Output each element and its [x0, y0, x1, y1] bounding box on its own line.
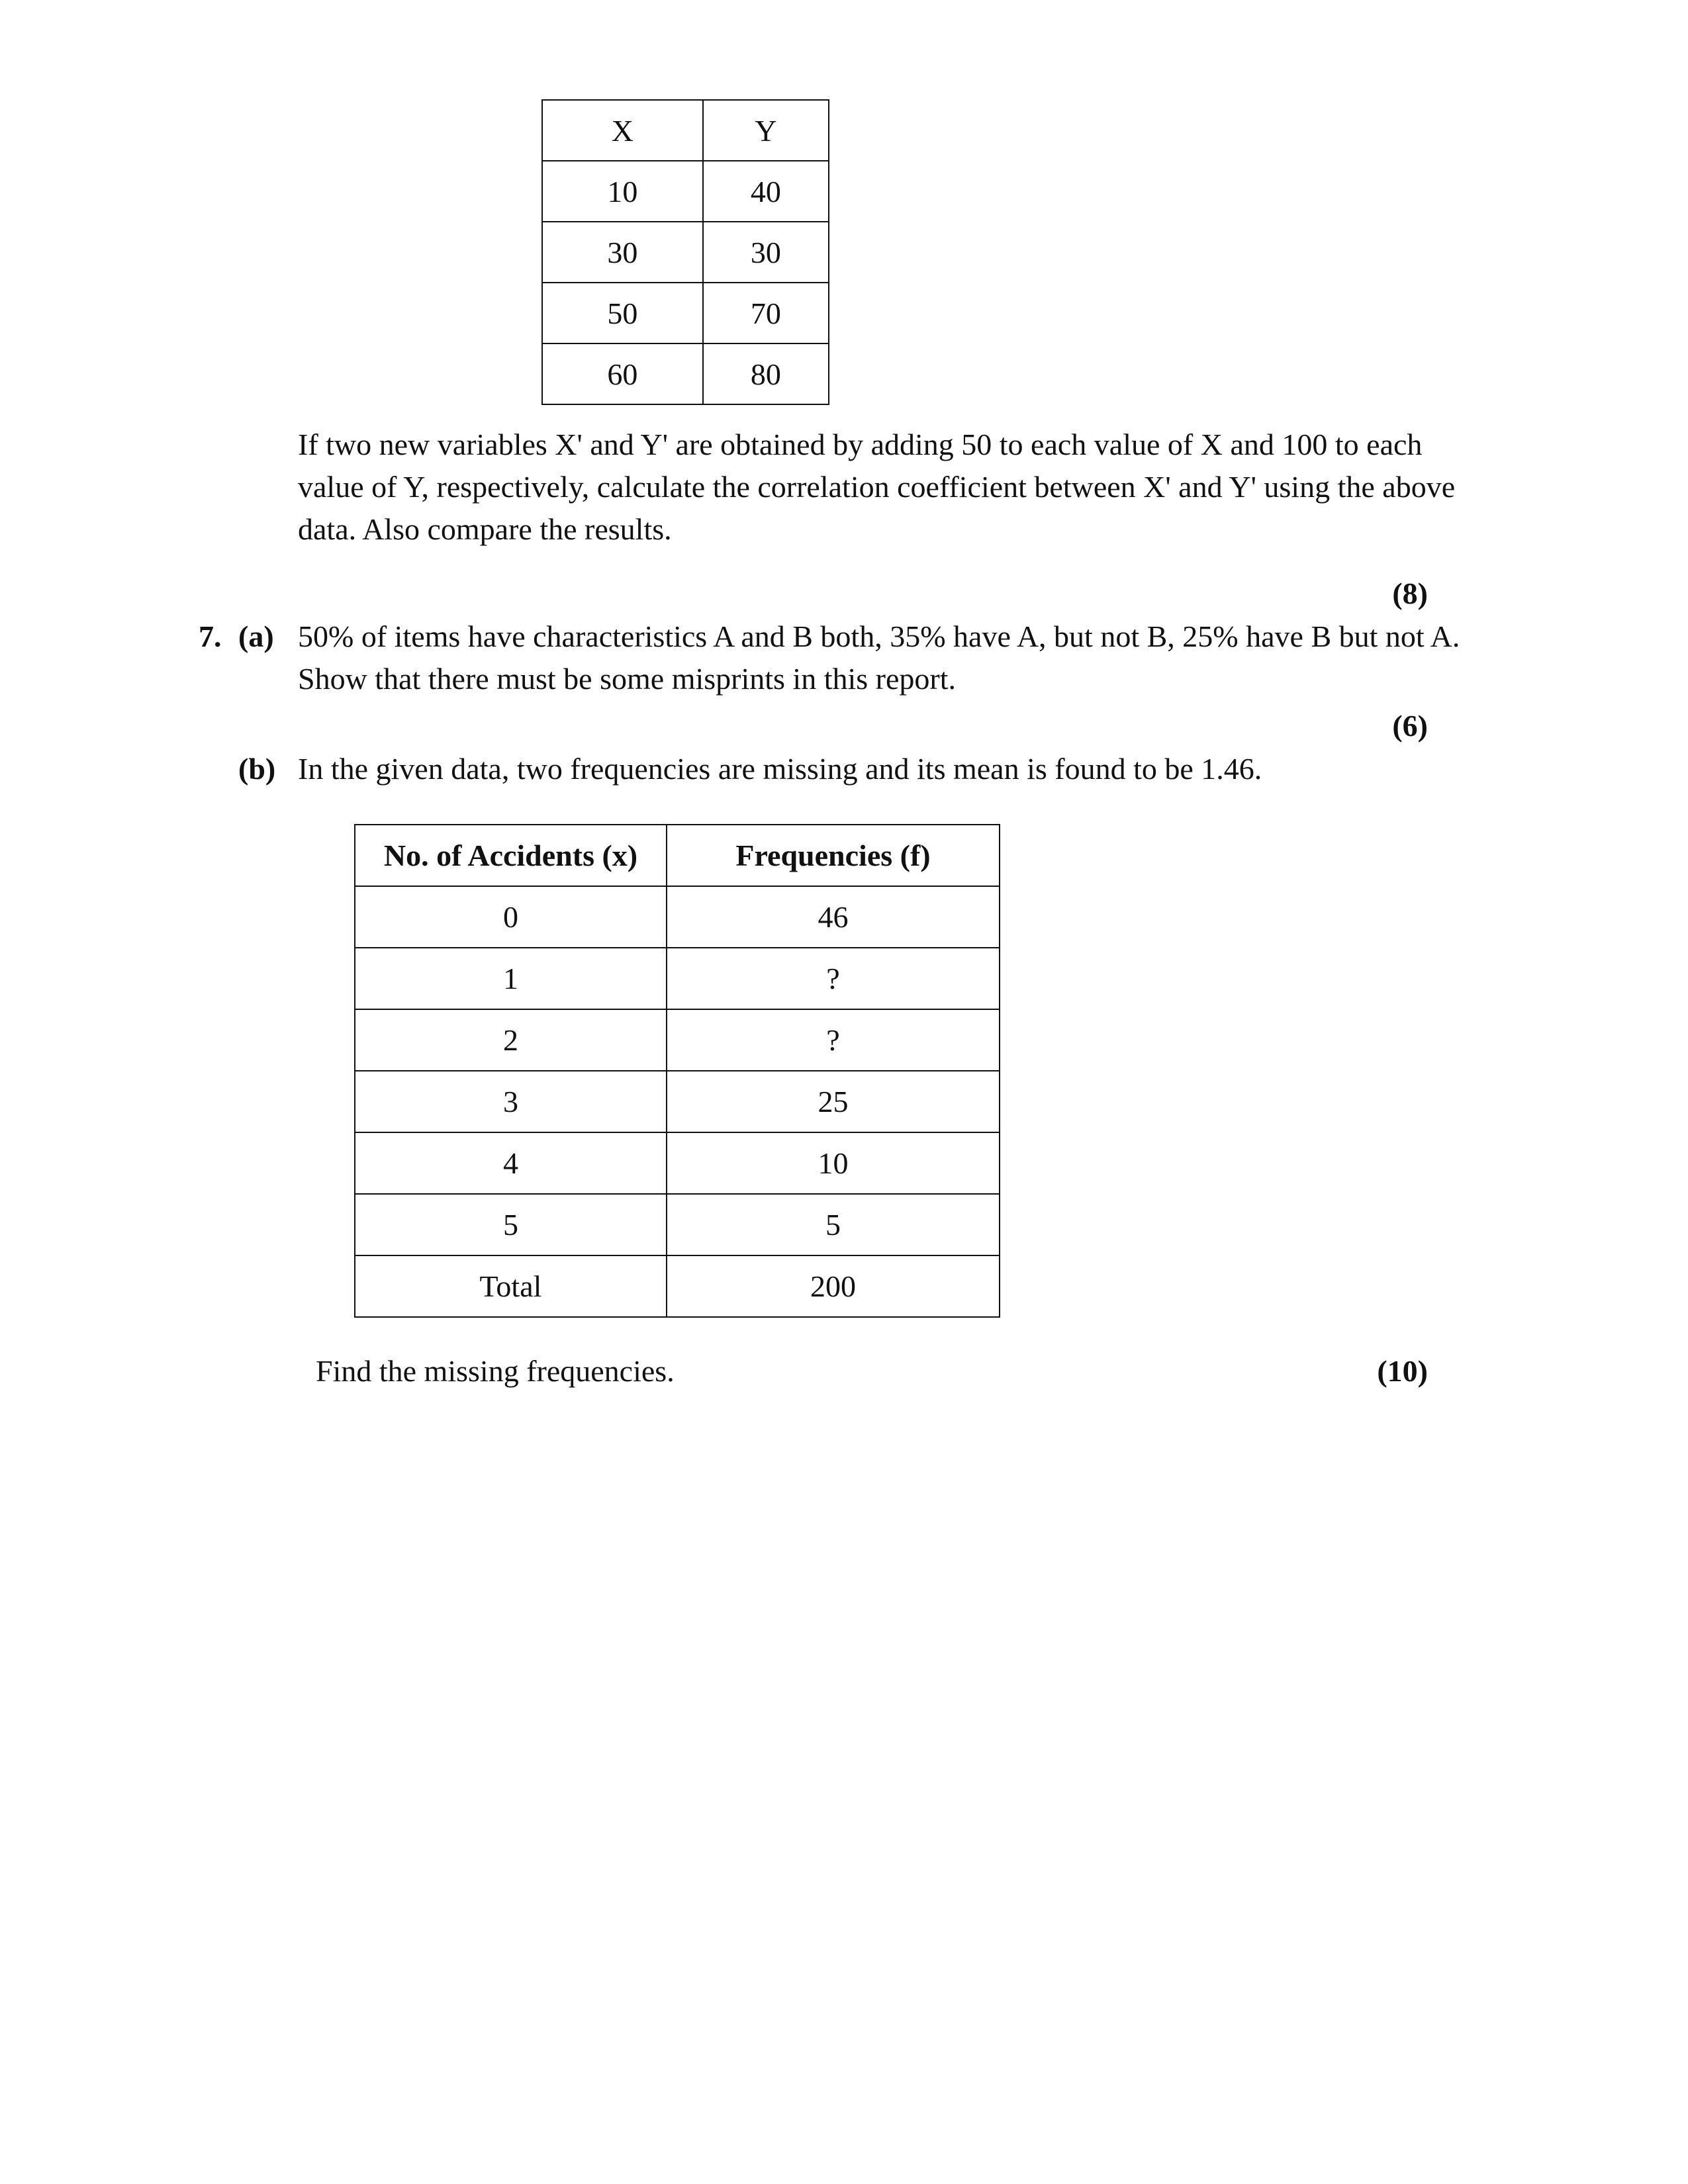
x-cell: 60 — [542, 343, 703, 404]
frequency-cell: 46 — [667, 886, 1000, 948]
question-6-marks: (8) — [1392, 576, 1428, 610]
y-cell: 80 — [703, 343, 829, 404]
frequency-cell: 25 — [667, 1071, 1000, 1132]
table-row — [355, 948, 1000, 1009]
header-frequencies: Frequencies (f) — [667, 825, 1000, 886]
y-cell: 40 — [703, 161, 829, 222]
table-row — [355, 886, 1000, 948]
accidents-cell: 1 — [355, 948, 667, 1009]
table-header-row — [355, 825, 1000, 886]
accidents-cell: 4 — [355, 1132, 667, 1194]
frequency-cell: ? — [667, 1009, 1000, 1071]
x-cell: 10 — [542, 161, 703, 222]
question-7a-marks: (6) — [1392, 709, 1428, 743]
question-7a-text: 50% of items have characteristics A and B both, 35% have A, but not B, 25% have B but not A. Show that there must be some misprints in this report. — [298, 619, 1460, 696]
y-cell: 30 — [703, 222, 829, 283]
y-cell: 70 — [703, 283, 829, 343]
frequency-cell: 5 — [667, 1194, 1000, 1255]
table-row — [355, 1132, 1000, 1194]
question-7b-label: (b) — [238, 752, 276, 786]
total-value-cell: 200 — [667, 1255, 1000, 1317]
total-label-cell: Total — [355, 1255, 667, 1317]
question-7b-text: In the given data, two frequencies are missing and its mean is found to be 1.46. — [298, 752, 1262, 786]
x-cell: 30 — [542, 222, 703, 283]
accidents-cell: 3 — [355, 1071, 667, 1132]
frequency-cell: 10 — [667, 1132, 1000, 1194]
question-7b-instruction: Find the missing frequencies. — [316, 1354, 675, 1388]
question-6-text: If two new variables X' and Y' are obtained by adding 50 to each value of X and 100 to each value of Y, respectively, calculate the correlation coefficient between X' and Y' using the above data. Also compare the results. — [298, 428, 1456, 546]
table-row — [542, 343, 829, 404]
table-total-row — [355, 1255, 1000, 1317]
question-7b-marks: (10) — [1377, 1354, 1428, 1388]
table-row — [542, 222, 829, 283]
question-7a-label: (a) — [238, 619, 274, 653]
table-row — [542, 283, 829, 343]
header-accidents: No. of Accidents (x) — [355, 825, 667, 886]
header-y: Y — [703, 100, 829, 161]
accidents-cell: 0 — [355, 886, 667, 948]
xy-data-table — [541, 99, 829, 405]
table-row — [355, 1009, 1000, 1071]
x-cell: 50 — [542, 283, 703, 343]
table-header-row — [542, 100, 829, 161]
accidents-frequency-table — [354, 824, 1000, 1318]
frequency-cell: ? — [667, 948, 1000, 1009]
question-7-number: 7. — [199, 619, 222, 653]
accidents-cell: 2 — [355, 1009, 667, 1071]
table-row — [542, 161, 829, 222]
accidents-cell: 5 — [355, 1194, 667, 1255]
table-row — [355, 1194, 1000, 1255]
table-row — [355, 1071, 1000, 1132]
header-x: X — [542, 100, 703, 161]
